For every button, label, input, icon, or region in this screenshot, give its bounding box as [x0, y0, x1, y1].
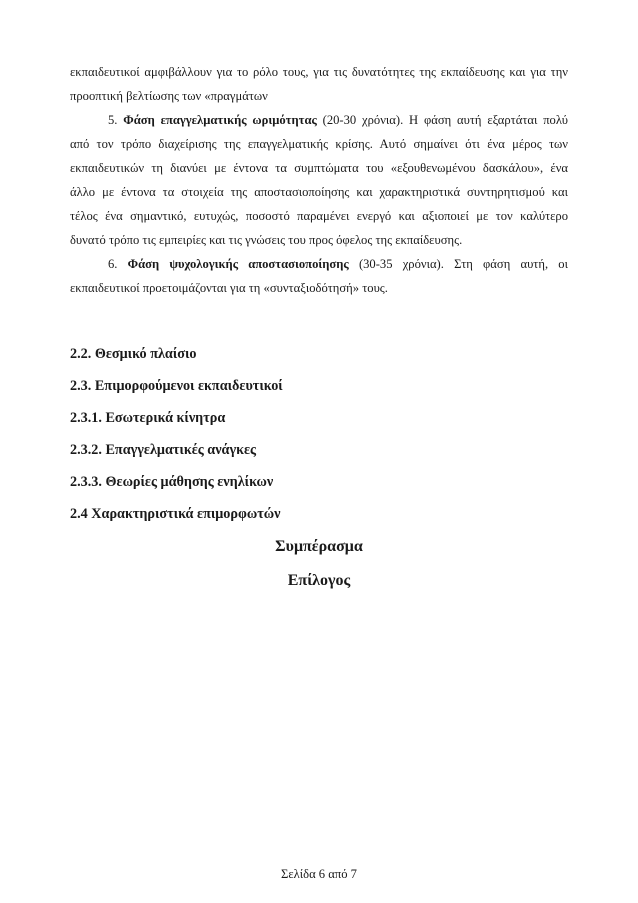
phase-6-number: 6.	[108, 257, 118, 271]
paragraph-line: εκπαιδευτικοί προετοιμάζονται για τη «συνταξιοδότησή» τους.	[70, 281, 388, 295]
phase-5-title: Φάση επαγγελματικής ωριμότητας	[123, 113, 317, 127]
phase-5-line	[70, 108, 568, 132]
paragraph-line: δυνατό τρόπο τις εμπειρίες και τις γνώσεις του προς όφελος της εκπαίδευσης.	[70, 233, 463, 247]
heading-2-4: 2.4 Χαρακτηριστικά επιμορφωτών	[70, 506, 281, 522]
heading-epilogue: Επίλογος	[287, 572, 351, 589]
paragraph-line: εκπαιδευτικοί αμφιβάλλουν για το ρόλο τους, για τις δυνατότητες της εκπαίδευσης και για την	[70, 65, 568, 79]
phase-5-text: (20-30 χρόνια). Η φάση αυτή εξαρτάται πολύ	[322, 113, 568, 127]
phase-5-number: 5.	[108, 113, 118, 127]
paragraph-line: άλλο με έντονα τα στοιχεία της αποστασιοποίησης και χαρακτηριστικά συντηρητισμού και	[70, 185, 568, 199]
heading-2-2: 2.2. Θεσμικό πλαίσιο	[70, 346, 197, 362]
heading-2-3-2: 2.3.2. Επαγγελματικές ανάγκες	[70, 442, 257, 458]
paragraph-line: εκπαιδευτικών τη διανύει με έντονα τα συμπτώματα του «εξουθενωμένου δασκάλου», ένα	[70, 161, 568, 175]
heading-conclusion: Συμπέρασμα	[275, 538, 363, 555]
phase-6-text: (30-35 χρόνια). Στη φάση αυτή, οι	[358, 257, 568, 271]
phase-6-title: Φάση ψυχολογικής αποστασιοποίησης	[127, 257, 349, 271]
heading-2-3: 2.3. Επιμορφούμενοι εκπαιδευτικοί	[70, 378, 283, 394]
paragraph-line: προοπτική βελτίωσης των «πραγμάτων	[70, 89, 268, 103]
paragraph-line: τέλος ένα σημαντικό, ευτυχώς, ποσοστό παραμένει ενεργό και αξιοποιεί με τον καλύτερο	[70, 209, 568, 223]
heading-2-3-1: 2.3.1. Εσωτερικά κίνητρα	[70, 410, 226, 426]
phase-6-line	[70, 252, 568, 276]
page-content	[70, 60, 568, 598]
page-number-footer: Σελίδα 6 από 7	[281, 867, 357, 881]
paragraph-line: από τον τρόπο διαχείρισης της επαγγελματικής κρίσης. Αυτό σημαίνει ότι ένα μέρος των	[70, 137, 568, 151]
heading-2-3-3: 2.3.3. Θεωρίες μάθησης ενηλίκων	[70, 474, 274, 490]
